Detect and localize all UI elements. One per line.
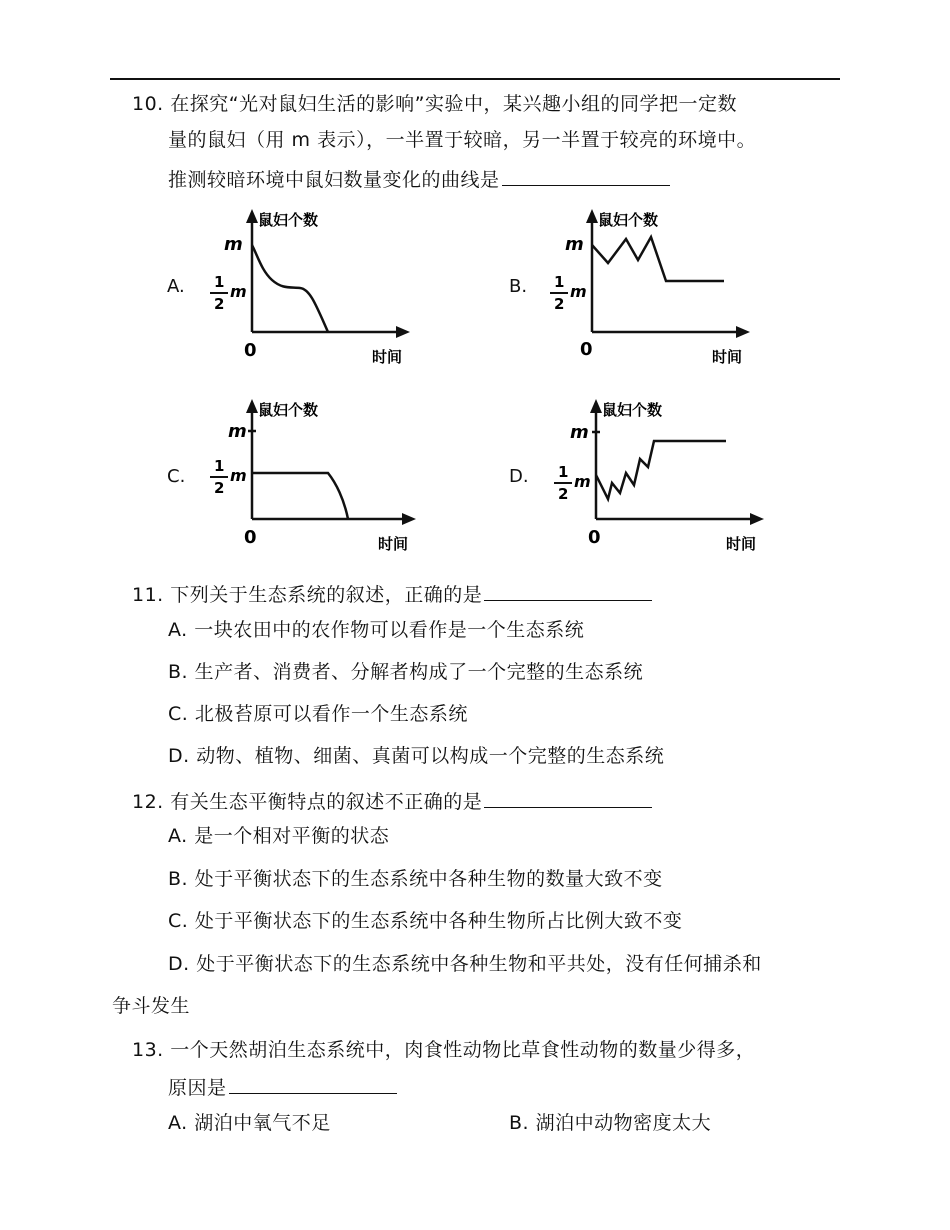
half-num: 1 bbox=[558, 463, 569, 481]
q13-option-a[interactable]: A. 湖泊中氧气不足 bbox=[168, 1112, 331, 1134]
q11-option-c[interactable]: C. 北极苔原可以看作一个生态系统 bbox=[168, 703, 468, 725]
graph-b-label: B. bbox=[509, 276, 528, 297]
y-axis-arrow bbox=[246, 209, 258, 223]
half-den: 2 bbox=[214, 479, 225, 497]
half-num: 1 bbox=[554, 273, 565, 291]
q13-stem-line1: 13. 一个天然胡泊生态系统中，肉食性动物比草食性动物的数量少得多， bbox=[132, 1039, 756, 1061]
q10-line3: 推测较暗环境中鼠妇数量变化的曲线是 bbox=[168, 165, 670, 193]
x-axis-label: 时间 bbox=[372, 348, 403, 366]
graph-d bbox=[548, 395, 768, 560]
half-den: 2 bbox=[554, 295, 565, 313]
y-axis-label: 鼠妇个数 bbox=[598, 211, 659, 229]
half-den: 2 bbox=[558, 485, 569, 503]
m-label: m bbox=[570, 422, 589, 443]
m-label: m bbox=[224, 234, 243, 255]
origin-label: 0 bbox=[244, 527, 257, 548]
graph-a bbox=[200, 205, 420, 370]
q12-option-b[interactable]: B. 处于平衡状态下的生态系统中各种生物的数量大致不变 bbox=[168, 868, 663, 890]
q12-option-d[interactable]: D. 处于平衡状态下的生态系统中各种生物和平共处，没有任何捕杀和 bbox=[168, 953, 762, 975]
graph-c bbox=[200, 395, 420, 560]
m-label: m bbox=[565, 234, 584, 255]
half-m-label: m bbox=[570, 282, 587, 301]
m-label: m bbox=[228, 421, 247, 442]
answer-blank[interactable] bbox=[502, 165, 670, 186]
answer-blank[interactable] bbox=[484, 580, 652, 601]
half-num: 1 bbox=[214, 273, 225, 291]
y-axis-label: 鼠妇个数 bbox=[258, 211, 319, 229]
graph-c-label: C. bbox=[167, 466, 186, 487]
half-num: 1 bbox=[214, 457, 225, 475]
graph-d-label: D. bbox=[509, 466, 529, 487]
y-axis-label: 鼠妇个数 bbox=[602, 401, 663, 419]
q12-option-a[interactable]: A. 是一个相对平衡的状态 bbox=[168, 825, 390, 847]
q12-option-c[interactable]: C. 处于平衡状态下的生态系统中各种生物所占比例大致不变 bbox=[168, 910, 683, 932]
q13-option-b[interactable]: B. 湖泊中动物密度太大 bbox=[509, 1112, 712, 1134]
half-m-label: m bbox=[574, 472, 591, 491]
origin-label: 0 bbox=[244, 340, 257, 361]
origin-label: 0 bbox=[580, 339, 593, 360]
q11-stem: 11. 下列关于生态系统的叙述，正确的是 bbox=[132, 580, 652, 608]
half-den: 2 bbox=[214, 295, 225, 313]
q12-option-d-continued: 争斗发生 bbox=[112, 995, 191, 1017]
q11-option-b[interactable]: B. 生产者、消费者、分解者构成了一个完整的生态系统 bbox=[168, 661, 644, 683]
graph-a-label: A. bbox=[167, 276, 185, 297]
header-rule bbox=[110, 78, 840, 80]
q10-line1: 10. 在探究“光对鼠妇生活的影响”实验中，某兴趣小组的同学把一定数 bbox=[132, 93, 737, 115]
x-axis-label: 时间 bbox=[712, 348, 743, 366]
curve bbox=[592, 237, 724, 281]
origin-label: 0 bbox=[588, 527, 601, 548]
q12-stem: 12. 有关生态平衡特点的叙述不正确的是 bbox=[132, 787, 652, 815]
curve bbox=[596, 441, 726, 499]
graph-b bbox=[548, 205, 768, 370]
x-axis-label: 时间 bbox=[726, 535, 757, 553]
q10-line2: 量的鼠妇（用 m 表示），一半置于较暗，另一半置于较亮的环境中。 bbox=[168, 129, 757, 151]
answer-blank[interactable] bbox=[484, 787, 652, 808]
half-m-label: m bbox=[230, 282, 247, 301]
x-axis-arrow bbox=[396, 326, 410, 338]
y-axis-label: 鼠妇个数 bbox=[258, 401, 319, 419]
q11-option-d[interactable]: D. 动物、植物、细菌、真菌可以构成一个完整的生态系统 bbox=[168, 745, 665, 767]
x-axis-label: 时间 bbox=[378, 535, 409, 553]
q11-option-a[interactable]: A. 一块农田中的农作物可以看作是一个生态系统 bbox=[168, 619, 585, 641]
half-m-label: m bbox=[230, 466, 247, 485]
curve bbox=[252, 473, 348, 519]
curve bbox=[252, 245, 328, 332]
q13-stem-line2: 原因是 bbox=[168, 1073, 397, 1101]
answer-blank[interactable] bbox=[229, 1073, 397, 1094]
